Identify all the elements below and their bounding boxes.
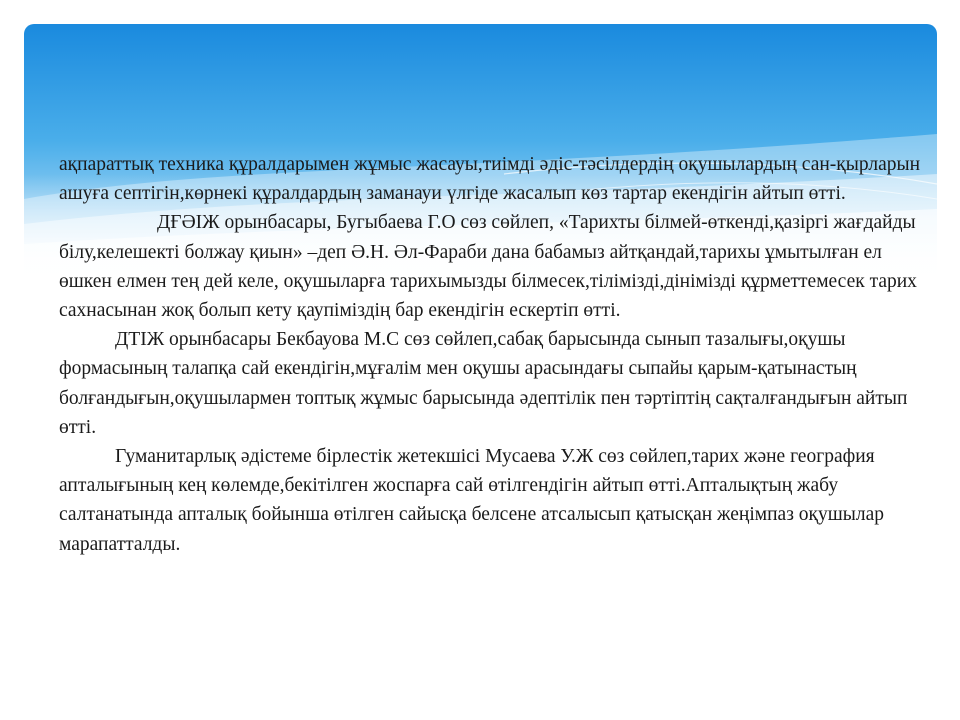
paragraph-4: Гуманитарлық әдістеме бірлестік жетекшісі Мусаева У.Ж сөз сөйлеп,тарих және география апталығының кең көлемде,бекітілген жоспарға сай өтілгендігін айтып өтті.Апталықтың жабу салтанатында апталық бойынша өтілген сайысқа белсене атсалысып қатысқан жеңімпаз оқушылар марапатталды. xyxy=(59,446,885,555)
paragraph-1: ақпараттық техника құралдарымен жұмыс жасауы,тиімді әдіс-тәсілдердің оқушылардың сан-қырларын ашуға септігін,көрнекі құралдардың заманауи үлгіде жасалып көз тартар екендігін айтып өтті. xyxy=(59,154,921,205)
slide-body-text xyxy=(59,150,929,559)
paragraph-2: ДҒӘІЖ орынбасары, Бугыбаева Г.О сөз сөйлеп, «Тарихты білмей-өткенді,қазіргі жағдайды білу,келешекті болжау қиын» –деп Ә.Н. Әл-Фараби дана бабамыз айтқандай,тарихы ұмытылған ел өшкен елмен тең дей келе, оқушыларға тарихымызды білмесек,тілімізді,дінімізді құрметтемесек тарих сахнасынан жоқ болып кету қаупіміздің бар екендігін ескертіп өтті. xyxy=(59,212,917,322)
paragraph-3: ДТІЖ орынбасары Бекбауова М.С сөз сөйлеп,сабақ барысында сынып тазалығы,оқушы формасының талапқа сай екендігін,мұғалім мен оқушы арасындағы сыпайы қарым-қатынастың болғандығын,оқушылармен топтық жұмыс барысында әдептілік пен тәртіптің сақталғандығын айтып өтті. xyxy=(59,329,908,438)
